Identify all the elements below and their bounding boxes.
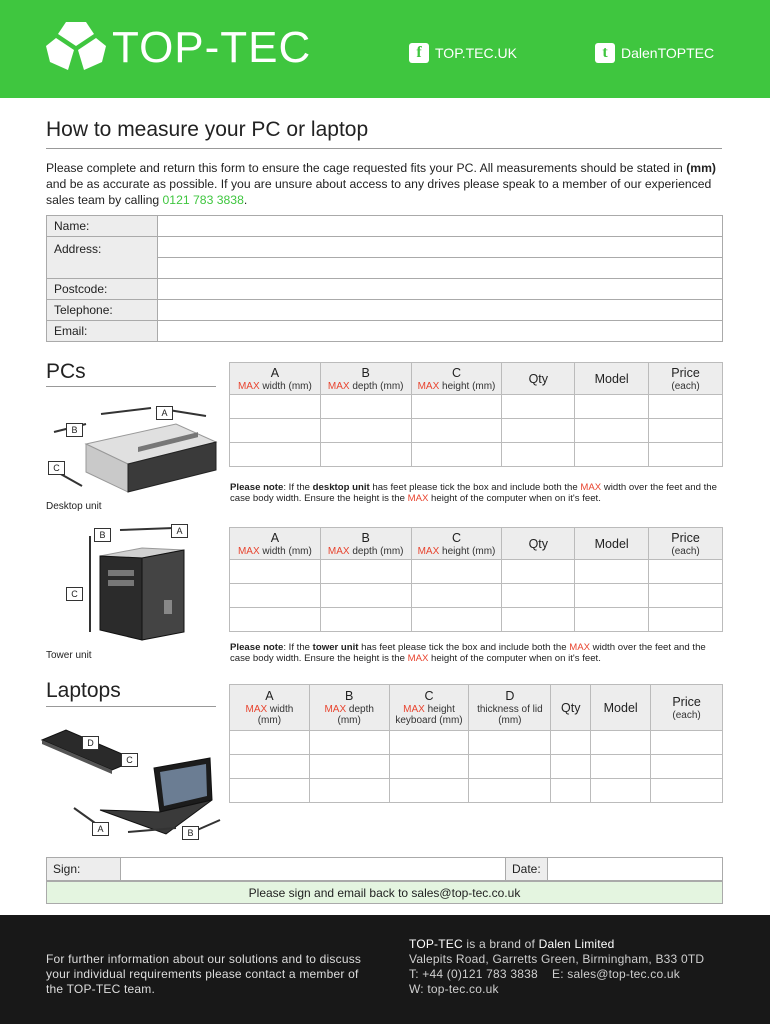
laptop-measure-table: [229, 684, 723, 803]
desktop-cell[interactable]: [411, 419, 502, 443]
name-field[interactable]: [158, 216, 723, 237]
desktop-measure-table: [229, 362, 723, 467]
laptop-cell[interactable]: [469, 755, 551, 779]
footer-website[interactable]: W: top-tec.co.uk: [409, 982, 499, 996]
col-model-header: Model: [575, 363, 649, 395]
brand-name: TOP-TEC: [112, 23, 312, 72]
address-field-line1[interactable]: [158, 237, 723, 258]
col-qty-header: Qty: [551, 685, 591, 731]
facebook-link[interactable]: [409, 43, 517, 63]
laptop-cell[interactable]: [469, 731, 551, 755]
laptop-cell[interactable]: [309, 779, 389, 803]
col-price-header: Price (each): [649, 528, 723, 560]
tower-cell[interactable]: [230, 584, 321, 608]
tower-cell[interactable]: [502, 560, 575, 584]
facebook-label: TOP.TEC.UK: [435, 45, 517, 61]
col-b-header: B MAX depth (mm): [320, 528, 411, 560]
desktop-caption: Desktop unit: [46, 501, 102, 512]
tower-cell[interactable]: [411, 608, 502, 632]
col-a-header: A MAX width (mm): [230, 685, 310, 731]
title-divider: [46, 148, 722, 149]
laptop-cell[interactable]: [651, 755, 723, 779]
sign-row: [46, 857, 723, 881]
desktop-tag-a: A: [156, 406, 173, 420]
tower-measure-table: [229, 527, 723, 632]
desktop-cell[interactable]: [411, 443, 502, 467]
col-c-header: C MAX height (mm): [411, 528, 502, 560]
sales-phone-link[interactable]: 0121 783 3838: [162, 193, 244, 207]
tower-cell[interactable]: [320, 584, 411, 608]
pcs-section-title: PCs: [46, 360, 86, 383]
desktop-cell[interactable]: [320, 443, 411, 467]
tower-unit-illustration: [46, 520, 226, 650]
desktop-tag-c: C: [48, 461, 65, 475]
intro-paragraph: Please complete and return this form to ensure the cage requested fits your PC. All measurements should be stated in (mm) and be as accurate as possible. If you are unsure about access to any drives please speak to a member of our experienced sales team by calling 0121 783 3838.: [46, 161, 716, 207]
col-a-header: A MAX width (mm): [230, 363, 321, 395]
desktop-cell[interactable]: [649, 395, 723, 419]
tower-cell[interactable]: [411, 584, 502, 608]
postcode-label: Postcode:: [47, 279, 158, 300]
col-b-header: B MAX depth (mm): [320, 363, 411, 395]
laptop-tag-a: A: [92, 822, 109, 836]
laptop-tag-c: C: [121, 753, 138, 767]
footer-telephone: T: +44 (0)121 783 3838: [409, 967, 538, 981]
footer-address: Valepits Road, Garretts Green, Birmingham, B33 0TD: [409, 952, 705, 966]
tower-cell[interactable]: [502, 608, 575, 632]
laptop-cell[interactable]: [230, 755, 310, 779]
contact-form: [46, 215, 723, 342]
desktop-note: Please note: If the desktop unit has feet please tick the box and include both the MAX width over the feet and the case body width. Ensure the height is the MAX height of the computer when on it's feet.: [230, 482, 717, 504]
address-field-line2[interactable]: [158, 258, 723, 279]
col-model-header: Model: [575, 528, 649, 560]
laptop-cell[interactable]: [551, 779, 591, 803]
twitter-link[interactable]: [595, 43, 714, 63]
desktop-cell[interactable]: [230, 443, 321, 467]
col-c-header: C MAX height keyboard (mm): [389, 685, 469, 731]
tower-cell[interactable]: [502, 584, 575, 608]
desktop-cell[interactable]: [320, 419, 411, 443]
col-d-header: D thickness of lid (mm): [469, 685, 551, 731]
tower-note: Please note: If the tower unit has feet please tick the box and include both the MAX width over the feet and the case body width. Ensure the height is the MAX height of the computer when on it's feet.: [230, 642, 706, 664]
date-field[interactable]: [548, 858, 723, 881]
address-label: Address:: [47, 237, 158, 279]
page-title: How to measure your PC or laptop: [46, 118, 369, 141]
tower-cell[interactable]: [320, 560, 411, 584]
col-model-header: Model: [591, 685, 651, 731]
col-a-header: A MAX width (mm): [230, 528, 321, 560]
laptop-cell[interactable]: [591, 731, 651, 755]
sign-field[interactable]: [121, 858, 506, 881]
name-label: Name:: [47, 216, 158, 237]
tower-tag-a: A: [171, 524, 188, 538]
top-tec-logo-icon: [46, 22, 106, 74]
footer-company-info: TOP-TEC is a brand of Dalen Limited Valepits Road, Garretts Green, Birmingham, B33 0TD T: +44 (0)121 783 3838 E: sales@top-tec.co.uk W: top-tec.co.uk: [409, 937, 705, 996]
desktop-tag-b: B: [66, 423, 83, 437]
desktop-cell[interactable]: [230, 395, 321, 419]
telephone-field[interactable]: [158, 300, 723, 321]
col-qty-header: Qty: [502, 363, 575, 395]
tower-caption: Tower unit: [46, 650, 92, 661]
twitter-icon: t: [595, 43, 615, 63]
tower-cell[interactable]: [320, 608, 411, 632]
footer: [0, 915, 770, 1024]
laptop-cell[interactable]: [309, 731, 389, 755]
tower-cell[interactable]: [575, 560, 649, 584]
laptop-tag-d: D: [82, 736, 99, 750]
postcode-field[interactable]: [158, 279, 723, 300]
desktop-cell[interactable]: [575, 395, 649, 419]
laptop-cell[interactable]: [591, 755, 651, 779]
col-price-header: Price (each): [649, 363, 723, 395]
tower-cell[interactable]: [230, 560, 321, 584]
facebook-icon: f: [409, 43, 429, 63]
laptops-section-title: Laptops: [46, 679, 121, 702]
tower-cell[interactable]: [575, 608, 649, 632]
desktop-cell[interactable]: [502, 443, 575, 467]
tower-cell[interactable]: [575, 584, 649, 608]
email-label: Email:: [47, 321, 158, 342]
header-bar: [0, 0, 770, 98]
tower-cell[interactable]: [649, 584, 723, 608]
laptop-cell[interactable]: [230, 731, 310, 755]
laptop-cell[interactable]: [230, 779, 310, 803]
col-b-header: B MAX depth (mm): [309, 685, 389, 731]
desktop-cell[interactable]: [320, 395, 411, 419]
tower-cell[interactable]: [411, 560, 502, 584]
tower-tag-c: C: [66, 587, 83, 601]
desktop-cell[interactable]: [575, 443, 649, 467]
tower-cell[interactable]: [649, 608, 723, 632]
laptop-cell[interactable]: [309, 755, 389, 779]
twitter-label: DalenTOPTEC: [621, 45, 715, 61]
desktop-cell[interactable]: [502, 395, 575, 419]
desktop-cell[interactable]: [575, 419, 649, 443]
laptop-cell[interactable]: [389, 731, 469, 755]
tower-tag-b: B: [94, 528, 111, 542]
sign-instruction: Please sign and email back to sales@top-tec.co.uk: [46, 881, 723, 904]
tower-cell[interactable]: [230, 608, 321, 632]
col-qty-header: Qty: [502, 528, 575, 560]
laptop-cell[interactable]: [591, 779, 651, 803]
pcs-divider: [46, 386, 216, 387]
desktop-unit-illustration: [46, 402, 226, 502]
laptop-cell[interactable]: [651, 779, 723, 803]
desktop-cell[interactable]: [411, 395, 502, 419]
desktop-cell[interactable]: [649, 443, 723, 467]
footer-email[interactable]: E: sales@top-tec.co.uk: [551, 967, 680, 981]
tower-cell[interactable]: [649, 560, 723, 584]
desktop-cell[interactable]: [649, 419, 723, 443]
laptop-tag-b: B: [182, 826, 199, 840]
desktop-cell[interactable]: [502, 419, 575, 443]
telephone-label: Telephone:: [47, 300, 158, 321]
laptop-cell[interactable]: [389, 779, 469, 803]
laptop-illustration: [36, 722, 226, 842]
laptops-divider: [46, 706, 216, 707]
col-price-header: Price (each): [651, 685, 723, 731]
laptop-cell[interactable]: [469, 779, 551, 803]
sign-label: Sign:: [47, 858, 121, 881]
laptop-cell[interactable]: [551, 755, 591, 779]
laptop-cell[interactable]: [551, 731, 591, 755]
col-c-header: C MAX height (mm): [411, 363, 502, 395]
laptop-cell[interactable]: [651, 731, 723, 755]
laptop-cell[interactable]: [389, 755, 469, 779]
brand-logo: [46, 22, 311, 74]
footer-contact-text: For further information about our solutions and to discuss your individual requirements please contact a member of the TOP-TEC team.: [46, 952, 362, 996]
desktop-cell[interactable]: [230, 419, 321, 443]
email-field[interactable]: [158, 321, 723, 342]
date-label: Date:: [506, 858, 548, 881]
